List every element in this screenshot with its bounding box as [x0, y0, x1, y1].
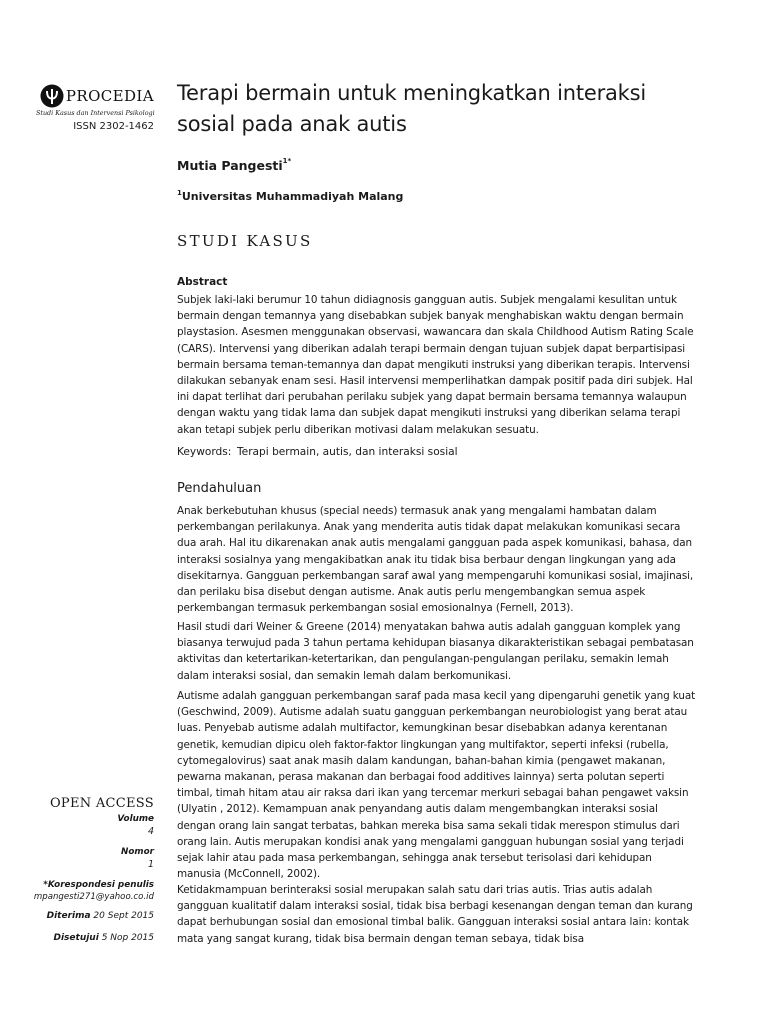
volume-block	[117, 814, 154, 837]
correspondence-label: *Korespondesi penulis	[43, 880, 154, 890]
body-paragraph-1: Anak berkebutuhan khusus (special needs) termasuk anak yang mengalami hambatan dalam perkembangan perilakunya. Anak yang menderita autis tidak dapat melakukan komunikasi secara dua arah. Hal itu dikarenakan anak autis mengalami gangguan pada aspek komunikasi, bahasa, dan interaksi sosialnya yang mengakibatkan anak itu tidak bisa berbaur dengan lingkungan yang ada disekitarnya. Gangguan perkembangan saraf awal yang mempengaruhi komunikasi sosial, imajinasi, dan perilaku bisa disebut dengan autisme. Anak autis perlu mengembangkan semua aspek perkembangan termasuk perkembangan sosial emosionalnya (Fernell, 2013).	[177, 505, 694, 615]
author-name: Mutia Pangesti	[177, 158, 283, 173]
received-label: Diterima	[46, 911, 91, 921]
volume-value: 4	[148, 826, 154, 837]
keywords-label: Keywords:	[177, 446, 232, 458]
received-date: 20 Sept 2015	[93, 911, 154, 921]
journal-sidebar	[0, 0, 160, 1024]
nomor-block	[121, 847, 154, 870]
psi-icon	[40, 84, 64, 108]
body-paragraph-3: Autisme adalah gangguan perkembangan saraf pada masa kecil yang dipengaruhi genetik yang kuat (Geschwind, 2009). Autisme adalah suatu gangguan perkembangan neurobiologist yang berat atau luas. Penyebab autisme adalah multifactor, kemungkinan besar disebabkan adanya kerentanan genetik, kemudian dipicu oleh faktor-faktor lingkungan yang multifaktor, seperti infeksi (rubella, cytomegalovirus) saat anak masih dalam kandungan, bahan-bahan kimia (pengawet makanan, pewarna makanan, perasa makanan dan berbagai food additives lainnya) serta polutan seperti timbal, timah hitam atau air raksa dari ikan yang tercemar merkuri sebagai bahan pengawet vaksin (Ulyatin , 2012). Kemampuan anak penyandang autis dalam mengembangkan interaksi sosial dengan orang lain sangat terbatas, bahkan mereka bisa sama sekali tidak merespon stimulus dari orang lain. Autis merupakan kondisi anak yang mengalami gangguan hubungan sosial yang terjadi sejak lahir atau pada masa perkembangan, sehingga anak tersebut terisolasi dari kehidupan manusia (McConnell, 2002).	[177, 690, 696, 881]
approved-label: Disetujui	[53, 933, 99, 943]
journal-logo	[36, 84, 154, 117]
affiliation-superscript: 1	[177, 189, 182, 197]
section-label: STUDI KASUS	[177, 232, 313, 250]
author-line	[177, 158, 291, 173]
affiliation-name: Universitas Muhammadiyah Malang	[181, 190, 404, 203]
received-line	[47, 911, 154, 921]
journal-name: PROCEDIA	[65, 87, 154, 105]
journal-subtitle: Studi Kasus dan Intervensi Psikologi	[36, 109, 155, 117]
article-title: Terapi bermain untuk meningkatkan interaksi sosial pada anak autis	[177, 81, 647, 136]
nomor-label: Nomor	[121, 847, 154, 857]
author-superscript: 1*	[282, 157, 292, 165]
journal-issn: ISSN 2302-1462	[73, 121, 154, 132]
approved-date: 5 Nop 2015	[101, 933, 154, 943]
abstract-heading: Abstract	[177, 276, 228, 288]
keywords-text: Terapi bermain, autis, dan interaksi sosial	[237, 446, 458, 458]
nomor-value: 1	[148, 859, 154, 870]
correspondence-email[interactable]: mpangesti271@yahoo.co.id	[33, 892, 154, 902]
logo-row	[36, 84, 154, 108]
keywords-line	[177, 446, 458, 458]
approved-line	[54, 933, 155, 943]
body-paragraph-4: Ketidakmampuan berinteraksi sosial merupakan salah satu dari trias autis. Trias autis adalah gangguan kualitatif dalam interaksi sosial, tidak bisa berbagi kesenangan dengan teman dan kurang dapat berhubungan sosial dan emosional timbal balik. Gangguan interaksi sosial antara lain: kontak mata yang sangat kurang, tidak bisa bermain dengan teman sebaya, tidak bisa	[177, 884, 693, 945]
intro-heading: Pendahuluan	[177, 481, 262, 496]
correspondence-block	[34, 880, 154, 902]
volume-label: Volume	[117, 814, 154, 824]
abstract-text: Subjek laki-laki berumur 10 tahun didiagnosis gangguan autis. Subjek mengalami kesulitan untuk bermain dengan temannya yang disebabkan subjek banyak menghabiskan waktu dengan bermain playstasion. Asesmen menggunakan observasi, wawancara dan skala Childhood Autism Rating Scale (CARS). Intervensi yang diberikan adalah terapi bermain dengan tujuan subjek dapat berpartisipasi bermain bersama teman-temannya dan dapat mengikuti instruksi yang diberikan terapis. Intervensi dilakukan sebanyak enam sesi. Hasil intervensi memperlihatkan dampak positif pada diri subjek. Hal ini dapat terlihat dari perubahan perilaku subjek yang dapat bermain bersama temannya walaupun dengan waktu yang tidak lama dan subjek dapat mengikuti instruksi yang diberikan selama terapi akan tetapi subjek perlu diberikan motivasi dalam melakukan sesuatu.	[177, 294, 694, 436]
open-access-label: OPEN ACCESS	[49, 796, 154, 811]
body-paragraph-2: Hasil studi dari Weiner & Greene (2014) menyatakan bahwa autis adalah gangguan komplek yang biasanya terwujud pada 3 tahun pertama kehidupan biasanya dikarakteristikan sebagai pembatasan aktivitas dan ketertarikan-ketertarikan, dan pengulangan-pengulangan perilaku, semakin lemah dalam interaksi sosial, dan semakin lemah dalam berkomunikasi.	[177, 621, 694, 682]
affiliation-line	[177, 190, 403, 203]
